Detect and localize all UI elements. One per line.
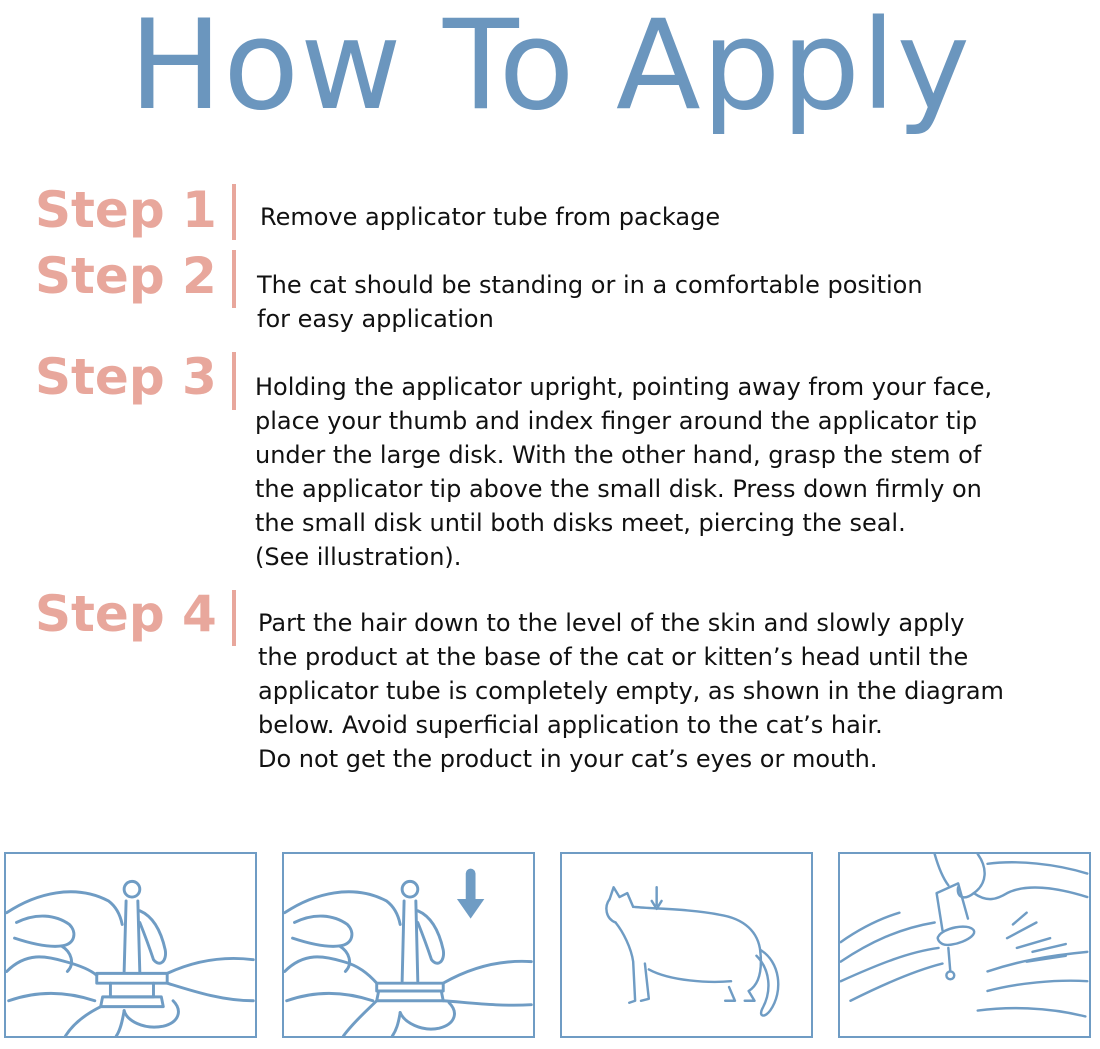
step-3-label: Step 3 — [35, 348, 217, 406]
step-1-divider — [232, 184, 236, 240]
cat-application-spot-icon — [562, 854, 811, 1036]
illustration-panel-2 — [282, 852, 535, 1038]
page-title: How To Apply — [129, 0, 971, 138]
step-4-text: Part the hair down to the level of the skin and slowly apply the product at the base of the cat or kitten’s head until the applicator tube is completely empty, as shown in the diagram below. Avoid superficial application to the cat’s hair. Do not get the product in your cat’s eyes or mouth. — [258, 609, 1004, 773]
press-down-applicator-icon — [284, 854, 533, 1036]
step-2-divider — [232, 250, 236, 308]
step-1-label: Step 1 — [35, 181, 217, 239]
illustration-panel-1 — [4, 852, 257, 1038]
step-4-label: Step 4 — [35, 585, 217, 643]
applying-to-skin-icon — [840, 854, 1089, 1036]
step-3-text: Holding the applicator upright, pointing away from your face, place your thumb and index finger around the applicator tip under the large disk. With the other hand, grasp the stem of the applicator tip above the small disk. Press down firmly on the small disk until both disks meet, piercing the seal. (See illustration). — [255, 373, 993, 571]
illustration-panel-3 — [560, 852, 813, 1038]
step-1-text: Remove applicator tube from package — [260, 203, 721, 231]
hands-holding-applicator-icon — [6, 854, 255, 1036]
illustration-panel-4 — [838, 852, 1091, 1038]
step-2-label: Step 2 — [35, 247, 217, 305]
step-4-divider — [232, 590, 236, 646]
step-3-divider — [232, 352, 236, 410]
step-2-text: The cat should be standing or in a comfortable position for easy application — [257, 271, 923, 333]
